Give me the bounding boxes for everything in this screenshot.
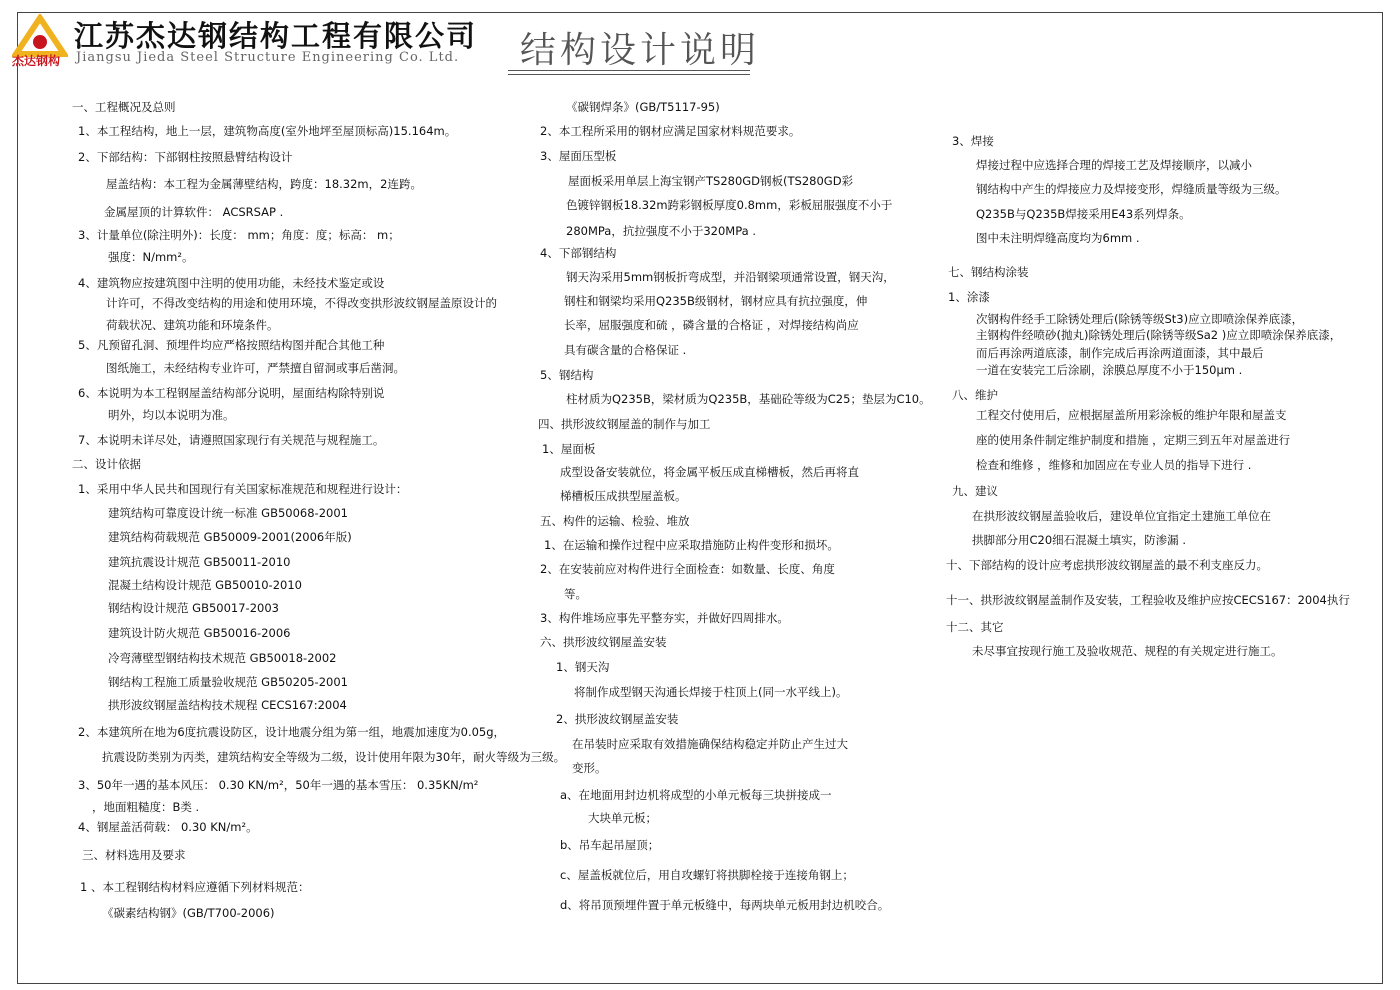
standard-item: 冷弯薄壁型钢结构技术规范 GB50018-2002 — [108, 651, 337, 665]
text-line: c、屋盖板就位后，用自攻螺钉将拱脚栓接于连接角钢上； — [560, 868, 854, 882]
text-line: 主钢构件经喷砂(抛丸)除锈处理后(除锈等级Sa2 )应立即喷涂保养底漆， — [976, 328, 1342, 342]
text-line: 1、钢天沟 — [556, 660, 610, 674]
text-line: 图纸施工，未经结构专业许可，严禁擅自留洞或事后凿洞。 — [106, 361, 405, 375]
logo-text: 杰达钢构 — [12, 54, 61, 68]
text-line: 5、凡预留孔洞、预埋件均应严格按照结构图并配合其他工种 — [78, 338, 385, 352]
text-line: 屋面板采用单层上海宝钢产TS280GD钢板(TS280GD彩 — [568, 174, 854, 188]
text-line: 2、本建筑所在地为6度抗震设防区，设计地震分组为第一组，地震加速度为0.05g， — [78, 725, 506, 739]
section-heading: 十二、其它 — [946, 620, 1004, 634]
text-line: 金属屋顶的计算软件： ACSRSAP . — [104, 205, 284, 219]
text-line: 5、钢结构 — [540, 368, 594, 382]
text-line: 3、计量单位(除注明外)：长度： mm；角度：度；标高： m； — [78, 228, 400, 242]
text-line: 明外，均以本说明为准。 — [108, 408, 235, 422]
text-line: 拱脚部分用C20细石混凝土填实，防渗漏 . — [972, 533, 1186, 547]
company-name-en: Jiangsu Jieda Steel Structure Engineering Co. Ltd. — [76, 50, 460, 65]
text-line: 大块单元板； — [588, 811, 657, 825]
text-line: 6、本说明为本工程钢屋盖结构部分说明，屋面结构除特别说 — [78, 386, 385, 400]
text-line: 计许可，不得改变结构的用途和使用环境，不得改变拱形波纹钢屋盖原设计的 — [106, 296, 497, 310]
text-line: 工程交付使用后，应根据屋盖所用彩涂板的维护年限和屋盖支 — [976, 408, 1287, 422]
text-line: 1、采用中华人民共和国现行有关国家标准规范和规程进行设计： — [78, 482, 408, 496]
text-line: 1、屋面板 — [542, 442, 596, 456]
text-line: 焊接过程中应选择合理的焊接工艺及焊接顺序，以减小 — [976, 158, 1252, 172]
text-line: 色镀锌钢板18.32m跨彩钢板厚度0.8mm，彩板屈服强度不小于 — [566, 198, 893, 212]
text-line: 《碳钢焊条》(GB/T5117-95) — [566, 100, 720, 114]
standard-item: 混凝土结构设计规范 GB50010-2010 — [108, 578, 302, 592]
standard-item: 建筑设计防火规范 GB50016-2006 — [108, 626, 291, 640]
text-line: 1、在运输和操作过程中应采取措施防止构件变形和损坏。 — [544, 538, 839, 552]
section-heading: 六、拱形波纹钢屋盖安装 — [540, 635, 667, 649]
text-line: 等。 — [564, 587, 587, 601]
company-name-cn: 江苏杰达钢结构工程有限公司 — [74, 19, 478, 53]
section-heading: 十一、拱形波纹钢屋盖制作及安装，工程验收及维护应按CECS167：2004执行 — [946, 593, 1350, 607]
text-line: 具有碳含量的合格保证 . — [564, 343, 687, 357]
text-line: 280MPa，抗拉强度不小于320MPa . — [566, 224, 756, 238]
text-line: 荷载状况、建筑功能和环境条件。 — [106, 318, 279, 332]
text-line: 长率，屈服强度和硫 ，磷含量的合格证 ，对焊接结构尚应 — [564, 318, 859, 332]
text-line: 在拱形波纹钢屋盖验收后，建设单位宜指定土建施工单位在 — [972, 509, 1271, 523]
text-line: 强度：N/mm²。 — [108, 250, 194, 264]
text-line: 钢结构中产生的焊接应力及焊接变形，焊缝质量等级为三级。 — [976, 182, 1287, 196]
text-line: 未尽事宜按现行施工及验收规范、规程的有关规定进行施工。 — [972, 644, 1283, 658]
text-line: 梯槽板压成拱型屋盖板。 — [560, 489, 687, 503]
text-line: 3、屋面压型板 — [540, 149, 617, 163]
text-line: 而后再涂两道底漆，制作完成后再涂两道面漆，其中最后 — [976, 346, 1264, 360]
document-title: 结构设计说明 — [520, 30, 761, 71]
text-line: 图中未注明焊缝高度均为6mm . — [976, 231, 1140, 245]
text-line: 变形。 — [572, 761, 607, 775]
section-heading: 三、材料选用及要求 — [82, 848, 186, 862]
text-line: 座的使用条件制定维护制度和措施 ，定期三到五年对屋盖进行 — [976, 433, 1291, 447]
text-line: 7、本说明未详尽处，请遵照国家现行有关规范与规程施工。 — [78, 433, 385, 447]
text-line: 成型设备安装就位，将金属平板压成直梯槽板，然后再将直 — [560, 465, 859, 479]
text-line: 3、焊接 — [952, 134, 994, 148]
title-underline — [508, 70, 750, 71]
standard-item: 钢结构工程施工质量验收规范 GB50205-2001 — [108, 675, 348, 689]
text-line: 钢柱和钢梁均采用Q235B级钢材，钢材应具有抗拉强度，伸 — [564, 294, 868, 308]
section-heading: 二、设计依据 — [72, 457, 141, 471]
text-line: a、在地面用封边机将成型的小单元板每三块拼接成一 — [560, 788, 832, 802]
standard-item: 建筑抗震设计规范 GB50011-2010 — [108, 555, 291, 569]
text-line: 3、50年一遇的基本风压： 0.30 KN/m²，50年一遇的基本雪压： 0.35KN/m² — [78, 778, 479, 792]
section-heading: 九、建议 — [952, 484, 998, 498]
text-line: 3、构件堆场应事先平整夯实，并做好四周排水。 — [540, 611, 789, 625]
standard-item: 拱形波纹钢屋盖结构技术规程 CECS167:2004 — [108, 698, 347, 712]
text-line: 1、涂漆 — [948, 290, 990, 304]
text-line: 次钢构件经手工除锈处理后(除锈等级St3)应立即喷涂保养底漆， — [976, 312, 1304, 326]
text-line: 抗震设防类别为丙类，建筑结构安全等级为二级，设计使用年限为30年，耐火等级为三级。 — [102, 750, 566, 764]
standard-item: 建筑结构荷载规范 GB50009-2001(2006年版) — [108, 530, 352, 544]
text-line: 检查和维修 ，维修和加固应在专业人员的指导下进行 . — [976, 458, 1252, 472]
text-line: 将制作成型钢天沟通长焊接于柱顶上(同一水平线上)。 — [574, 685, 848, 699]
text-line: ，地面粗糙度：B类 . — [92, 800, 200, 814]
text-line: 屋盖结构：本工程为金属薄壁结构，跨度：18.32m，2连跨。 — [106, 177, 422, 191]
section-heading: 四、拱形波纹钢屋盖的制作与加工 — [538, 417, 711, 431]
text-line: 4、下部钢结构 — [540, 246, 617, 260]
section-heading: 七、钢结构涂装 — [948, 265, 1029, 279]
text-line: 2、下部结构：下部钢柱按照悬臂结构设计 — [78, 150, 293, 164]
text-line: 4、建筑物应按建筑图中注明的使用功能，未经技术鉴定或设 — [78, 276, 385, 290]
standard-item: 建筑结构可靠度设计统一标准 GB50068-2001 — [108, 506, 348, 520]
text-line: Q235B与Q235B焊接采用E43系列焊条。 — [976, 207, 1191, 221]
section-heading: 五、构件的运输、检验、堆放 — [540, 514, 690, 528]
text-line: 4、钢屋盖活荷载： 0.30 KN/m²。 — [78, 820, 258, 834]
section-heading: 十、下部结构的设计应考虑拱形波纹钢屋盖的最不利支座反力。 — [946, 558, 1268, 572]
text-line: 2、在安装前应对构件进行全面检查：如数量、长度、角度 — [540, 562, 835, 576]
text-line: 2、本工程所采用的钢材应满足国家材料规范要求。 — [540, 124, 801, 138]
text-line: b、吊车起吊屋顶； — [560, 838, 660, 852]
section-heading: 一、工程概况及总则 — [72, 100, 176, 114]
section-heading: 八、维护 — [952, 388, 998, 402]
standard-item: 钢结构设计规范 GB50017-2003 — [108, 601, 279, 615]
text-line: 一道在安装完工后涂刷，涂膜总厚度不小于150μm . — [976, 363, 1243, 377]
text-line: 1、本工程结构，地上一层，建筑物高度(室外地坪至屋顶标高)15.164m。 — [78, 124, 457, 138]
text-line: d、将吊顶预埋件置于单元板缝中，每两块单元板用封边机咬合。 — [560, 898, 890, 912]
text-line: 2、拱形波纹钢屋盖安装 — [556, 712, 679, 726]
text-line: 柱材质为Q235B，梁材质为Q235B，基础砼等级为C25；垫层为C10。 — [566, 392, 931, 406]
title-underline — [508, 74, 750, 75]
text-line: 《碳素结构钢》(GB/T700-2006) — [102, 906, 275, 920]
text-line: 1 、本工程钢结构材料应遵循下列材料规范： — [80, 880, 310, 894]
text-line: 钢天沟采用5mm钢板折弯成型，并沿钢梁项通常设置，钢天沟， — [566, 270, 895, 284]
text-line: 在吊装时应采取有效措施确保结构稳定并防止产生过大 — [572, 737, 848, 751]
